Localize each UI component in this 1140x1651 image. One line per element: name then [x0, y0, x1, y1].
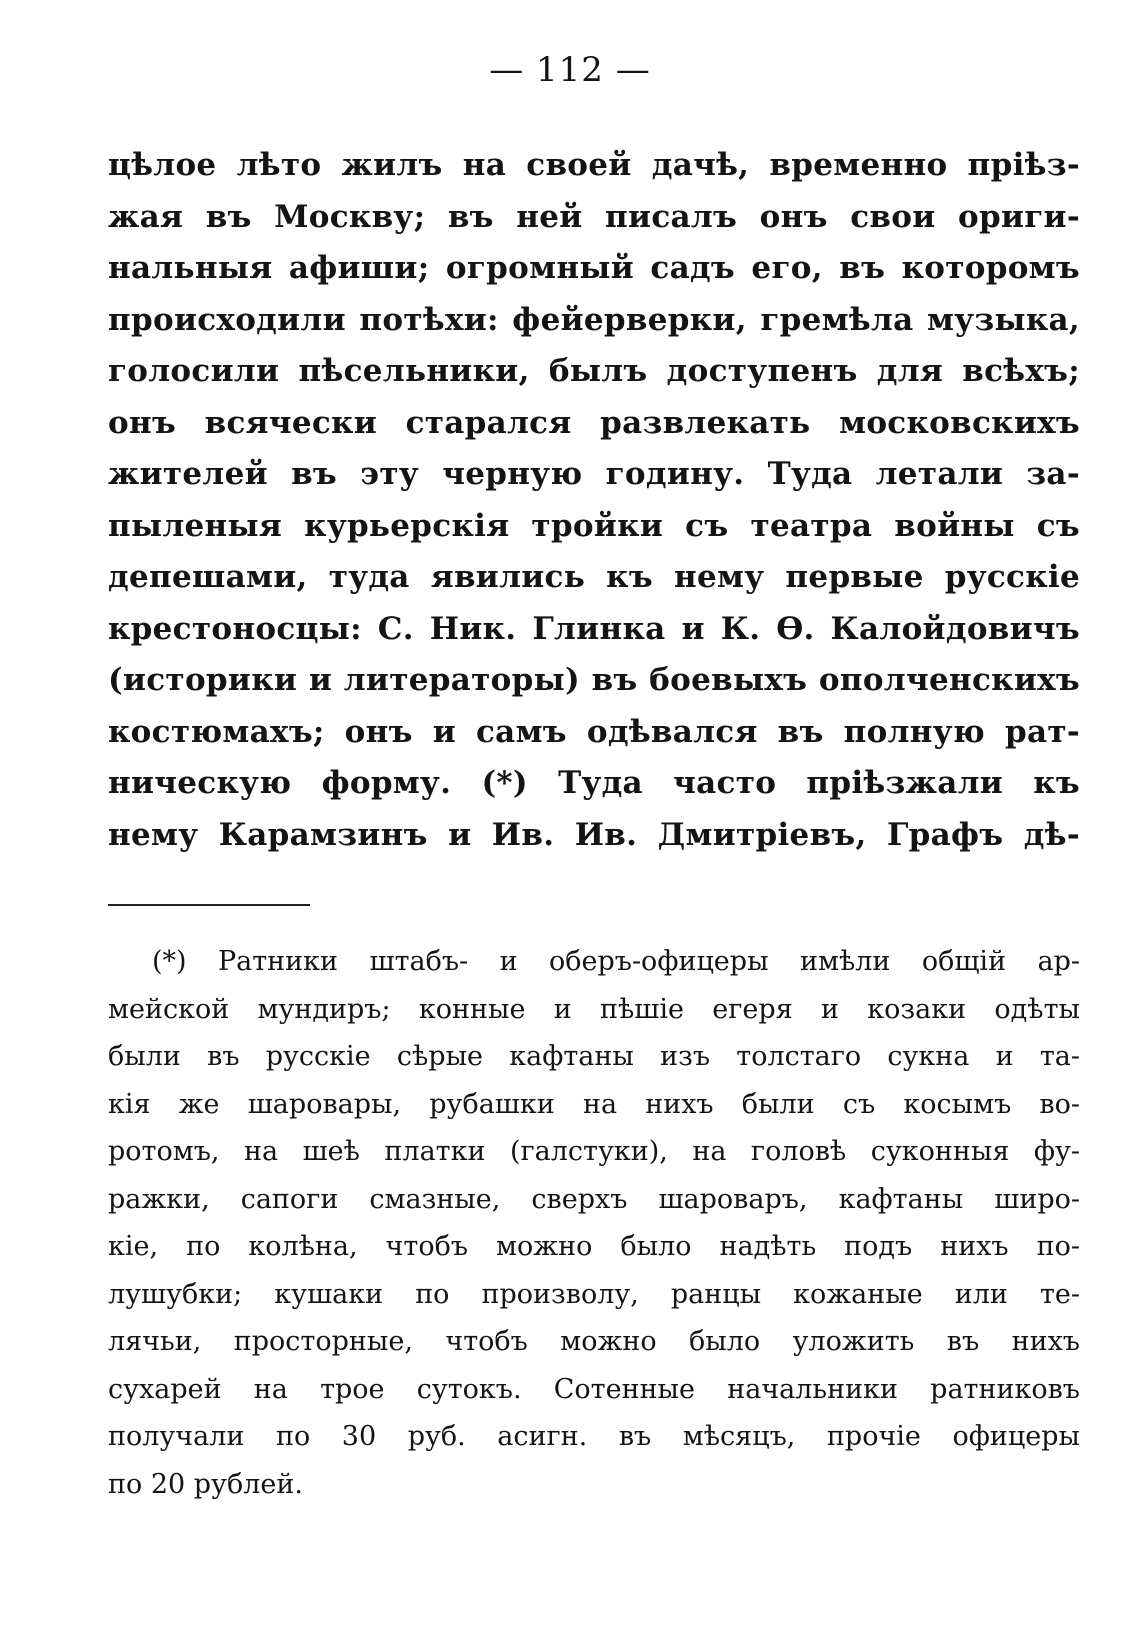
footnote-line: лушубки; кушаки по произволу, ранцы кожаные или те-	[108, 1278, 1080, 1310]
footnote-line: мейской мундиръ; конные и пѣшіе егеря и козаки одѣты	[108, 993, 1080, 1025]
footnote-line: (*) Ратники штабъ- и оберъ-офицеры имѣли общій ар-	[152, 946, 1080, 977]
text-line: крестоносцы: С. Ник. Глинка и К. Ѳ. Калойдовичъ	[108, 610, 1080, 647]
text-line: жая въ Москву; въ ней писалъ онъ свои ориги-	[108, 198, 1080, 235]
footnote	[108, 938, 1080, 1508]
footnote-line: получали по 30 руб. асигн. въ мѣсяцъ, прочіе офицеры	[108, 1421, 1080, 1452]
text-line: жителей въ эту черную годину. Туда летали за-	[108, 456, 1080, 492]
text-line: онъ всячески старался развлекать московскихъ	[108, 404, 1080, 441]
footnote-line: кіе, по колѣна, чтобъ можно было надѣть подъ нихъ по-	[108, 1231, 1080, 1262]
text-line: пыленыя курьерскія тройки съ театра войны съ	[108, 507, 1080, 544]
footnote-line: кія же шаровары, рубашки на нихъ были съ косымъ во-	[108, 1088, 1080, 1120]
main-text	[108, 140, 1080, 861]
text-line: нему Карамзинъ и Ив. Ив. Дмитріевъ, Графъ дѣ-	[108, 816, 1080, 853]
footnote-separator	[108, 904, 310, 906]
text-line: костюмахъ; онъ и самъ одѣвался въ полную рат-	[108, 713, 1080, 750]
text-line: цѣлое лѣто жилъ на своей дачѣ, временно пріѣз-	[108, 147, 1080, 183]
footnote-line: ражки, сапоги смазные, сверхъ шароваръ, кафтаны широ-	[108, 1183, 1080, 1215]
text-line: нальныя афиши; огромный садъ его, въ которомъ	[108, 250, 1080, 286]
text-line: происходили потѣхи: фейерверки, гремѣла музыка,	[108, 301, 1080, 338]
footnote-line: по 20 рублей.	[108, 1468, 303, 1500]
text-line: депешами, туда явились къ нему первые русскіе	[108, 559, 1080, 595]
text-line: голосили пѣсельники, былъ доступенъ для всѣхъ;	[108, 353, 1080, 389]
page-number: — 112 —	[489, 50, 651, 90]
footnote-line: сухарей на трое сутокъ. Сотенные начальники ратниковъ	[108, 1373, 1080, 1405]
text-line: (историки и литераторы) въ боевыхъ ополченскихъ	[108, 662, 1080, 698]
text-line: ническую форму. (*) Туда часто пріѣзжали къ	[108, 765, 1080, 801]
footnote-line: были въ русскіе сѣрые кафтаны изъ толстаго сукна и та-	[108, 1041, 1080, 1072]
footnote-line: ротомъ, на шеѣ платки (галстуки), на головѣ суконныя фу-	[108, 1136, 1080, 1167]
footnote-line: лячьи, просторные, чтобъ можно было уложить въ нихъ	[108, 1326, 1080, 1357]
